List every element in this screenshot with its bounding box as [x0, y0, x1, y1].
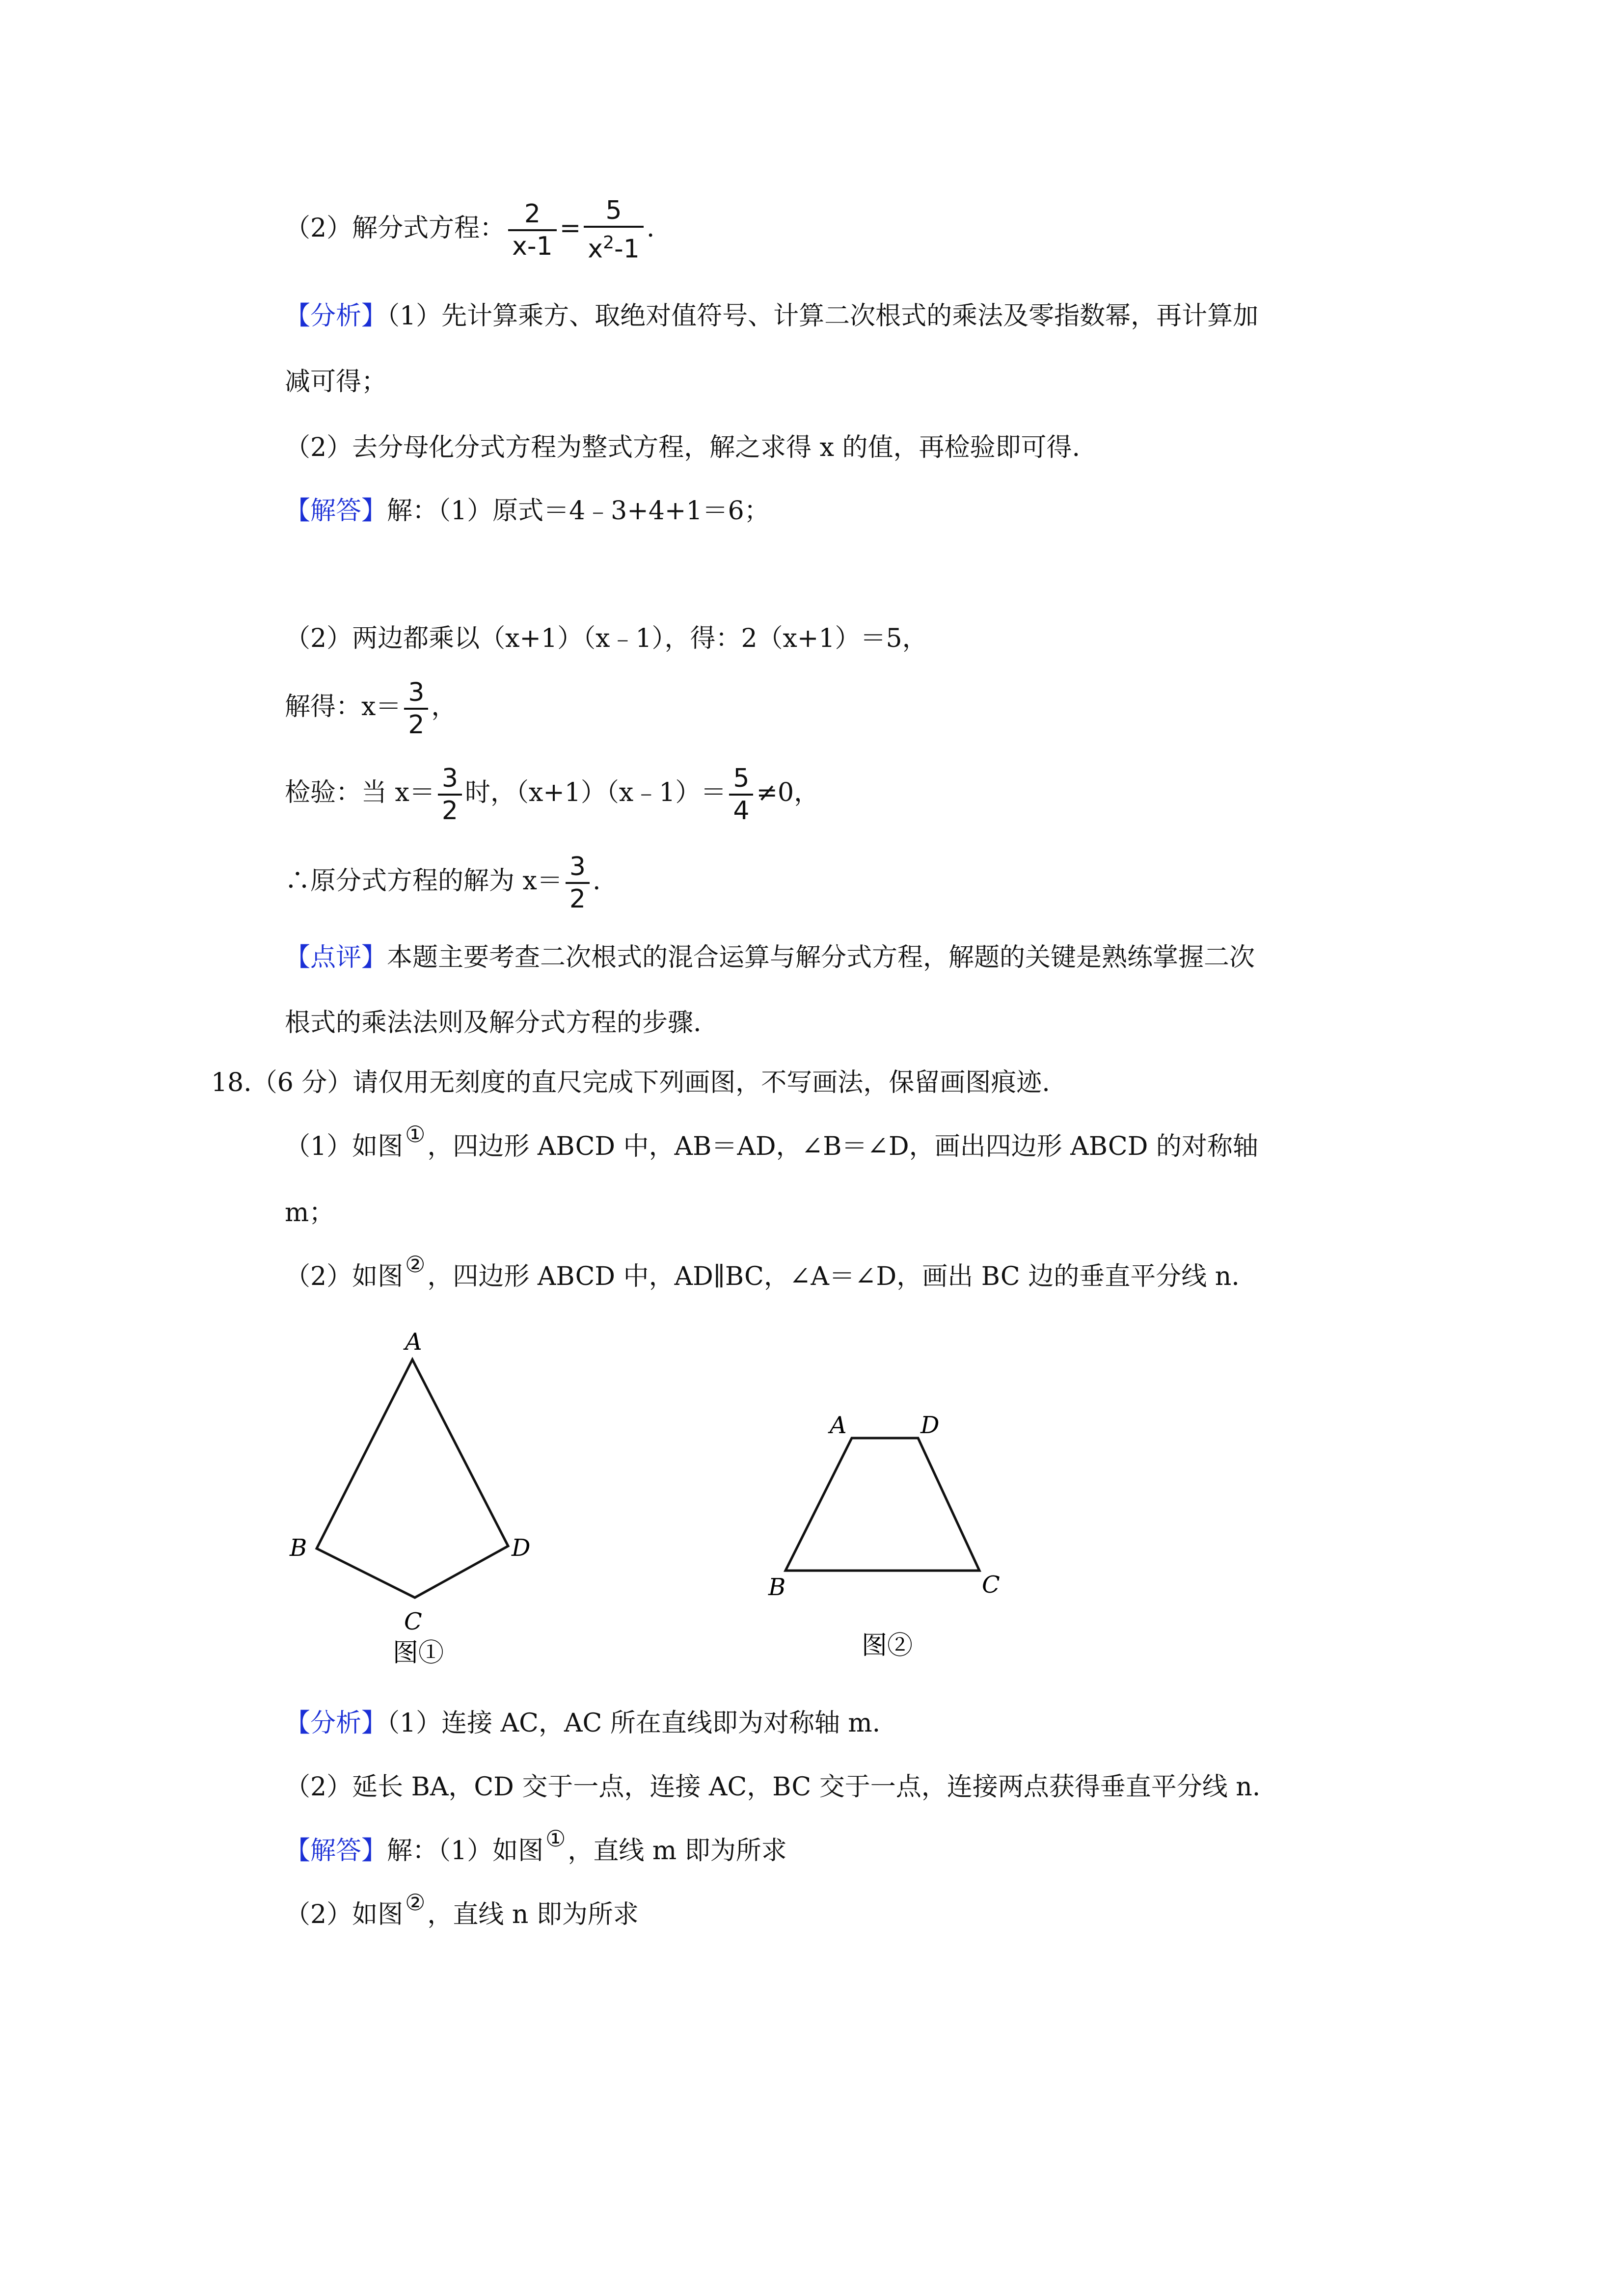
kite-shape: [317, 1360, 508, 1598]
figure-kite: [275, 1315, 619, 1669]
analysis-line-2: （2）去分母化分式方程为整式方程，解之求得 x 的值，再检验即可得.: [285, 433, 1080, 462]
q18-part1: （1）如图①，四边形 ABCD 中，AB＝AD，∠B＝∠D，画出四边形 ABCD 的对称轴: [285, 1129, 1258, 1165]
analysis-line-1: 【分析】（1）先计算乘方、取绝对值符号、计算二次根式的乘法及零指数幂，再计算加: [285, 301, 1259, 331]
circled-two-icon: ②: [405, 1251, 426, 1278]
comment-line-1: 【点评】本题主要考查二次根式的混合运算与解分式方程，解题的关键是熟练掌握二次: [285, 943, 1255, 972]
trapezoid-label-a: A: [830, 1412, 847, 1439]
q18-analysis-tag: 【分析】: [285, 1709, 387, 1738]
solve-line: 解得：x＝ $\frac{3}{2}$ ，: [285, 677, 457, 740]
trapezoid-label-c: C: [982, 1571, 1000, 1599]
kite-label-a: A: [405, 1328, 422, 1356]
kite-label-c: C: [404, 1608, 422, 1635]
equals-sign: =: [559, 214, 581, 243]
figure1-caption: 图①: [393, 1638, 444, 1668]
q18-answer-2: （2）如图②，直线 n 即为所求: [285, 1897, 639, 1933]
q18-analysis-1: 【分析】（1）连接 AC，AC 所在直线即为对称轴 m.: [285, 1709, 881, 1738]
answer-line-2: （2）两边都乘以（x+1）（x﹣1），得：2（x+1）＝5，: [285, 624, 928, 653]
q18-part2: （2）如图②，四边形 ABCD 中，AD∥BC，∠A＝∠D，画出 BC 边的垂直平分线 n.: [285, 1259, 1240, 1295]
q18-answer-1: 【解答】解：（1）如图①，直线 m 即为所求: [285, 1833, 787, 1869]
answer-tag: 【解答】: [285, 496, 387, 526]
figure-trapezoid: [756, 1399, 1060, 1674]
fraction-three-halves: $\frac{3}{2}$: [404, 677, 428, 740]
trapezoid-label-b: B: [768, 1574, 786, 1601]
fraction-three-halves-final: $\frac{3}{2}$: [566, 852, 590, 914]
conclusion-line: ∴原分式方程的解为 x＝ $\frac{3}{2}$ .: [285, 852, 601, 914]
fraction-right: $\frac{5}{x^2-1}$: [584, 195, 644, 264]
analysis-tag: 【分析】: [285, 301, 387, 331]
q18-part1-tail: m；: [285, 1198, 335, 1228]
circled-one-icon: ①: [405, 1121, 426, 1148]
q18-stem: 18.（6 分）请仅用无刻度的直尺完成下列画图，不写画法，保留画图痕迹.: [211, 1068, 1050, 1097]
part2-label: （2）解分式方程：: [285, 214, 506, 243]
fraction-three-halves-check: $\frac{3}{2}$: [438, 763, 462, 826]
fraction-left: $\frac{2}{x-1}$: [508, 199, 557, 262]
analysis-line-1b: 减可得；: [285, 367, 387, 397]
fraction-five-quarters: $\frac{5}{4}$: [729, 763, 753, 826]
kite-label-b: B: [290, 1534, 307, 1562]
trapezoid-shape: [785, 1438, 979, 1571]
figure2-caption: 图②: [862, 1631, 913, 1660]
q18-analysis-2: （2）延长 BA，CD 交于一点，连接 AC，BC 交于一点，连接两点获得垂直平分线 n.: [285, 1772, 1261, 1802]
trapezoid-label-d: D: [920, 1412, 940, 1439]
comment-line-2: 根式的乘法法则及解分式方程的步骤.: [285, 1008, 702, 1038]
equation-line: （2）解分式方程： $\frac{2}{x-1}$ = $\frac{5}{x^2-1}$ .: [285, 196, 655, 264]
answer-line-1: 【解答】解：（1）原式＝4﹣3+4+1＝6；: [285, 496, 770, 526]
check-line: 检验：当 x＝ $\frac{3}{2}$ 时，（x+1）（x﹣1）＝ $\frac{5}{4}$ ≠0，: [285, 763, 820, 826]
circled-one-icon: ①: [545, 1825, 566, 1852]
kite-label-d: D: [512, 1534, 531, 1562]
q18-answer-tag: 【解答】: [285, 1836, 387, 1866]
comment-tag: 【点评】: [285, 943, 387, 972]
circled-two-icon: ②: [405, 1889, 426, 1916]
